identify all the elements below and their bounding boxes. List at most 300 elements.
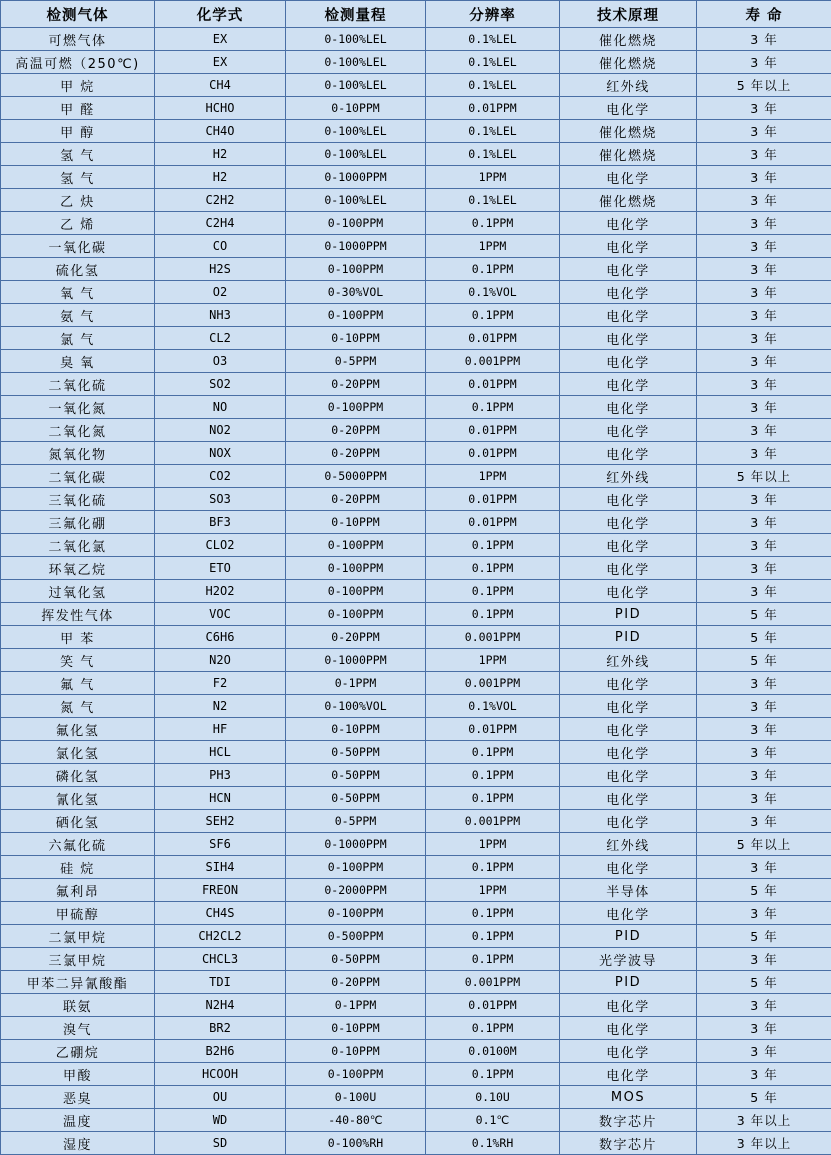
cell-formula: CHCL3 [155,948,286,971]
cell-range: 0-10PPM [286,1040,426,1063]
cell-principle: 电化学 [560,258,697,281]
cell-formula: CH2CL2 [155,925,286,948]
table-row [1,1109,831,1132]
cell-lifespan: 3 年 [697,511,831,534]
cell-formula: CO2 [155,465,286,488]
cell-range: 0-100PPM [286,1063,426,1086]
cell-range: 0-100%LEL [286,189,426,212]
table-row [1,787,831,810]
cell-formula: HCOOH [155,1063,286,1086]
cell-principle: 半导体 [560,879,697,902]
cell-principle: 电化学 [560,304,697,327]
cell-range: 0-1PPM [286,672,426,695]
cell-principle: 电化学 [560,373,697,396]
cell-principle: 光学波导 [560,948,697,971]
cell-gas: 乙 烯 [1,212,155,235]
cell-principle: 电化学 [560,396,697,419]
cell-lifespan: 3 年 [697,994,831,1017]
table-row [1,327,831,350]
cell-formula: O2 [155,281,286,304]
cell-lifespan: 3 年以上 [697,1132,831,1155]
cell-lifespan: 3 年 [697,396,831,419]
table-row [1,764,831,787]
cell-lifespan: 3 年 [697,166,831,189]
cell-range: 0-100PPM [286,902,426,925]
cell-formula: BF3 [155,511,286,534]
cell-resolution: 0.1%LEL [426,189,560,212]
cell-lifespan: 3 年 [697,1040,831,1063]
cell-range: 0-10PPM [286,718,426,741]
table-row [1,1086,831,1109]
cell-gas: 甲酸 [1,1063,155,1086]
cell-formula: HCHO [155,97,286,120]
cell-resolution: 0.1PPM [426,557,560,580]
cell-principle: 数字芯片 [560,1132,697,1155]
cell-gas: 可燃气体 [1,28,155,51]
cell-formula: NH3 [155,304,286,327]
table-row [1,396,831,419]
table-row [1,603,831,626]
cell-gas: 硒化氢 [1,810,155,833]
column-header-principle: 技术原理 [560,1,697,28]
cell-gas: 氟化氢 [1,718,155,741]
table-row [1,810,831,833]
cell-lifespan: 3 年 [697,810,831,833]
cell-principle: 电化学 [560,741,697,764]
cell-gas: 一氧化碳 [1,235,155,258]
cell-principle: 电化学 [560,810,697,833]
table-row [1,948,831,971]
cell-range: 0-2000PPM [286,879,426,902]
cell-formula: OU [155,1086,286,1109]
cell-formula: NO [155,396,286,419]
cell-formula: N2O [155,649,286,672]
cell-principle: 电化学 [560,166,697,189]
table-row [1,28,831,51]
table-row [1,189,831,212]
cell-principle: 电化学 [560,787,697,810]
cell-lifespan: 3 年 [697,902,831,925]
cell-principle: 红外线 [560,74,697,97]
cell-resolution: 1PPM [426,465,560,488]
cell-gas: 臭 氧 [1,350,155,373]
cell-principle: 电化学 [560,1017,697,1040]
cell-principle: 电化学 [560,350,697,373]
cell-gas: 氟利昂 [1,879,155,902]
cell-principle: 催化燃烧 [560,189,697,212]
cell-range: 0-50PPM [286,948,426,971]
table-row [1,350,831,373]
column-header-resolution: 分辨率 [426,1,560,28]
cell-resolution: 0.01PPM [426,419,560,442]
cell-principle: PID [560,971,697,994]
cell-gas: 恶臭 [1,1086,155,1109]
cell-lifespan: 5 年 [697,879,831,902]
cell-lifespan: 5 年以上 [697,465,831,488]
cell-gas: 一氧化氮 [1,396,155,419]
cell-formula: CH4O [155,120,286,143]
cell-formula: H2 [155,166,286,189]
cell-formula: CO [155,235,286,258]
cell-formula: SF6 [155,833,286,856]
cell-formula: EX [155,51,286,74]
table-row [1,741,831,764]
table-row [1,971,831,994]
cell-gas: 硅 烷 [1,856,155,879]
cell-resolution: 0.1PPM [426,902,560,925]
cell-resolution: 1PPM [426,235,560,258]
table-row [1,879,831,902]
table-row [1,465,831,488]
cell-resolution: 0.1PPM [426,856,560,879]
table-row [1,235,831,258]
cell-principle: 催化燃烧 [560,51,697,74]
cell-lifespan: 3 年 [697,695,831,718]
table-row [1,902,831,925]
cell-lifespan: 3 年 [697,235,831,258]
table-row [1,1017,831,1040]
cell-resolution: 0.01PPM [426,327,560,350]
table-row [1,212,831,235]
cell-formula: CL2 [155,327,286,350]
cell-gas: 甲 烷 [1,74,155,97]
cell-resolution: 0.1%VOL [426,695,560,718]
cell-range: 0-10PPM [286,511,426,534]
cell-principle: 数字芯片 [560,1109,697,1132]
cell-formula: SO2 [155,373,286,396]
cell-resolution: 0.01PPM [426,718,560,741]
cell-principle: 电化学 [560,580,697,603]
cell-resolution: 0.1PPM [426,948,560,971]
cell-principle: 电化学 [560,281,697,304]
cell-resolution: 0.001PPM [426,672,560,695]
cell-principle: 催化燃烧 [560,120,697,143]
cell-range: 0-10PPM [286,97,426,120]
cell-principle: 催化燃烧 [560,143,697,166]
cell-formula: PH3 [155,764,286,787]
cell-resolution: 0.1%LEL [426,143,560,166]
table-row [1,120,831,143]
cell-gas: 温度 [1,1109,155,1132]
cell-range: 0-10PPM [286,327,426,350]
cell-principle: 电化学 [560,718,697,741]
cell-range: 0-100PPM [286,304,426,327]
cell-principle: 电化学 [560,1063,697,1086]
cell-principle: 电化学 [560,212,697,235]
cell-resolution: 0.1PPM [426,787,560,810]
cell-resolution: 0.01PPM [426,994,560,1017]
cell-lifespan: 5 年 [697,925,831,948]
cell-principle: 电化学 [560,856,697,879]
cell-lifespan: 3 年 [697,672,831,695]
cell-resolution: 0.1PPM [426,1017,560,1040]
cell-principle: 电化学 [560,1040,697,1063]
cell-resolution: 0.1%LEL [426,74,560,97]
cell-range: 0-100%LEL [286,51,426,74]
cell-gas: 二氧化硫 [1,373,155,396]
cell-principle: 电化学 [560,695,697,718]
table-row [1,143,831,166]
cell-resolution: 0.1PPM [426,741,560,764]
cell-range: 0-100%LEL [286,74,426,97]
table-row [1,626,831,649]
cell-resolution: 1PPM [426,833,560,856]
cell-gas: 挥发性气体 [1,603,155,626]
cell-principle: 电化学 [560,97,697,120]
cell-range: 0-100PPM [286,212,426,235]
cell-resolution: 0.1PPM [426,396,560,419]
table-row [1,419,831,442]
cell-resolution: 0.1%LEL [426,120,560,143]
cell-lifespan: 3 年 [697,557,831,580]
cell-range: 0-100PPM [286,258,426,281]
column-header-lifespan: 寿 命 [697,1,831,28]
cell-gas: 环氧乙烷 [1,557,155,580]
cell-formula: NOX [155,442,286,465]
cell-range: 0-5PPM [286,810,426,833]
table-row [1,580,831,603]
cell-principle: 电化学 [560,488,697,511]
cell-range: 0-500PPM [286,925,426,948]
table-row [1,534,831,557]
cell-resolution: 0.01PPM [426,511,560,534]
cell-formula: CLO2 [155,534,286,557]
cell-resolution: 0.01PPM [426,97,560,120]
cell-principle: PID [560,603,697,626]
cell-gas: 氯化氢 [1,741,155,764]
cell-resolution: 0.001PPM [426,810,560,833]
cell-gas: 三氧化硫 [1,488,155,511]
cell-range: 0-100PPM [286,856,426,879]
cell-lifespan: 3 年 [697,1017,831,1040]
cell-range: 0-5PPM [286,350,426,373]
cell-gas: 二氧化碳 [1,465,155,488]
cell-range: 0-100PPM [286,557,426,580]
cell-lifespan: 3 年 [697,787,831,810]
cell-lifespan: 3 年 [697,28,831,51]
cell-lifespan: 3 年 [697,419,831,442]
cell-resolution: 0.1PPM [426,603,560,626]
cell-lifespan: 3 年 [697,258,831,281]
table-row [1,1063,831,1086]
table-body [1,28,831,1155]
cell-gas: 氮 气 [1,695,155,718]
cell-principle: 电化学 [560,994,697,1017]
cell-formula: SIH4 [155,856,286,879]
cell-formula: H2 [155,143,286,166]
cell-gas: 氧 气 [1,281,155,304]
cell-formula: ETO [155,557,286,580]
cell-lifespan: 3 年 [697,281,831,304]
cell-formula: FREON [155,879,286,902]
cell-gas: 二氧化氮 [1,419,155,442]
cell-lifespan: 3 年 [697,120,831,143]
cell-lifespan: 3 年 [697,1063,831,1086]
cell-lifespan: 3 年 [697,373,831,396]
cell-resolution: 0.001PPM [426,350,560,373]
cell-principle: PID [560,626,697,649]
cell-gas: 三氯甲烷 [1,948,155,971]
cell-range: 0-1000PPM [286,166,426,189]
cell-formula: BR2 [155,1017,286,1040]
cell-resolution: 0.1%LEL [426,28,560,51]
cell-gas: 硫化氢 [1,258,155,281]
cell-range: 0-5000PPM [286,465,426,488]
cell-lifespan: 3 年 [697,143,831,166]
cell-range: 0-100%VOL [286,695,426,718]
cell-range: 0-50PPM [286,787,426,810]
table-row [1,649,831,672]
cell-gas: 六氟化硫 [1,833,155,856]
cell-gas: 氰化氢 [1,787,155,810]
table-row [1,557,831,580]
cell-formula: CH4S [155,902,286,925]
cell-resolution: 1PPM [426,649,560,672]
cell-formula: VOC [155,603,286,626]
table-row [1,718,831,741]
cell-formula: HCN [155,787,286,810]
table-row [1,856,831,879]
cell-principle: 电化学 [560,557,697,580]
cell-gas: 二氧化氯 [1,534,155,557]
cell-gas: 氮氧化物 [1,442,155,465]
table-row [1,166,831,189]
cell-formula: O3 [155,350,286,373]
cell-formula: F2 [155,672,286,695]
table-row [1,511,831,534]
cell-principle: 电化学 [560,327,697,350]
cell-formula: C2H4 [155,212,286,235]
cell-formula: CH4 [155,74,286,97]
cell-lifespan: 3 年 [697,764,831,787]
cell-range: 0-100%LEL [286,28,426,51]
cell-resolution: 0.01PPM [426,373,560,396]
cell-resolution: 0.1PPM [426,258,560,281]
cell-resolution: 1PPM [426,166,560,189]
cell-resolution: 0.001PPM [426,971,560,994]
cell-range: 0-50PPM [286,764,426,787]
cell-principle: 红外线 [560,465,697,488]
cell-range: 0-20PPM [286,419,426,442]
cell-lifespan: 3 年 [697,304,831,327]
table-row [1,488,831,511]
cell-resolution: 0.01PPM [426,442,560,465]
cell-principle: 电化学 [560,902,697,925]
cell-lifespan: 3 年 [697,97,831,120]
cell-range: 0-20PPM [286,488,426,511]
cell-resolution: 0.10U [426,1086,560,1109]
cell-principle: 红外线 [560,649,697,672]
cell-range: 0-20PPM [286,373,426,396]
table-row [1,994,831,1017]
cell-principle: MOS [560,1086,697,1109]
cell-formula: NO2 [155,419,286,442]
cell-range: 0-100%LEL [286,120,426,143]
cell-lifespan: 5 年 [697,1086,831,1109]
table-row [1,442,831,465]
cell-principle: 电化学 [560,764,697,787]
column-header-range: 检测量程 [286,1,426,28]
column-header-gas: 检测气体 [1,1,155,28]
cell-range: 0-50PPM [286,741,426,764]
table-row [1,833,831,856]
cell-gas: 高温可燃（250℃) [1,51,155,74]
cell-gas: 磷化氢 [1,764,155,787]
cell-lifespan: 5 年 [697,971,831,994]
cell-range: 0-1000PPM [286,833,426,856]
cell-gas: 氨 气 [1,304,155,327]
cell-gas: 氢 气 [1,166,155,189]
cell-lifespan: 3 年 [697,212,831,235]
cell-formula: TDI [155,971,286,994]
cell-formula: WD [155,1109,286,1132]
cell-gas: 乙 炔 [1,189,155,212]
table-row [1,925,831,948]
cell-resolution: 1PPM [426,879,560,902]
cell-resolution: 0.1PPM [426,1063,560,1086]
cell-gas: 甲 醇 [1,120,155,143]
cell-gas: 乙硼烷 [1,1040,155,1063]
table-row [1,1040,831,1063]
cell-lifespan: 3 年以上 [697,1109,831,1132]
cell-formula: SD [155,1132,286,1155]
cell-principle: 电化学 [560,672,697,695]
cell-formula: SEH2 [155,810,286,833]
cell-gas: 甲硫醇 [1,902,155,925]
cell-formula: HCL [155,741,286,764]
cell-resolution: 0.1%RH [426,1132,560,1155]
cell-principle: 电化学 [560,534,697,557]
cell-range: 0-30%VOL [286,281,426,304]
cell-formula: H2S [155,258,286,281]
cell-principle: 电化学 [560,442,697,465]
cell-lifespan: 3 年 [697,534,831,557]
cell-range: -40-80℃ [286,1109,426,1132]
cell-gas: 甲苯二异氰酸酯 [1,971,155,994]
cell-gas: 联氨 [1,994,155,1017]
cell-gas: 三氟化硼 [1,511,155,534]
cell-range: 0-100PPM [286,603,426,626]
header-row [1,1,831,28]
cell-gas: 过氧化氢 [1,580,155,603]
cell-range: 0-100U [286,1086,426,1109]
cell-lifespan: 5 年 [697,649,831,672]
cell-resolution: 0.1PPM [426,304,560,327]
cell-formula: HF [155,718,286,741]
cell-lifespan: 3 年 [697,741,831,764]
cell-lifespan: 3 年 [697,856,831,879]
cell-principle: 电化学 [560,419,697,442]
cell-lifespan: 3 年 [697,488,831,511]
cell-range: 0-10PPM [286,1017,426,1040]
cell-resolution: 0.01PPM [426,488,560,511]
cell-lifespan: 3 年 [697,327,831,350]
cell-gas: 氟 气 [1,672,155,695]
cell-lifespan: 3 年 [697,718,831,741]
cell-lifespan: 5 年以上 [697,833,831,856]
cell-range: 0-1000PPM [286,649,426,672]
cell-principle: PID [560,925,697,948]
cell-lifespan: 3 年 [697,948,831,971]
cell-range: 0-1PPM [286,994,426,1017]
cell-lifespan: 3 年 [697,51,831,74]
table-row [1,51,831,74]
cell-lifespan: 3 年 [697,580,831,603]
table-row [1,1132,831,1155]
table-row [1,304,831,327]
table-row [1,97,831,120]
cell-range: 0-100PPM [286,580,426,603]
